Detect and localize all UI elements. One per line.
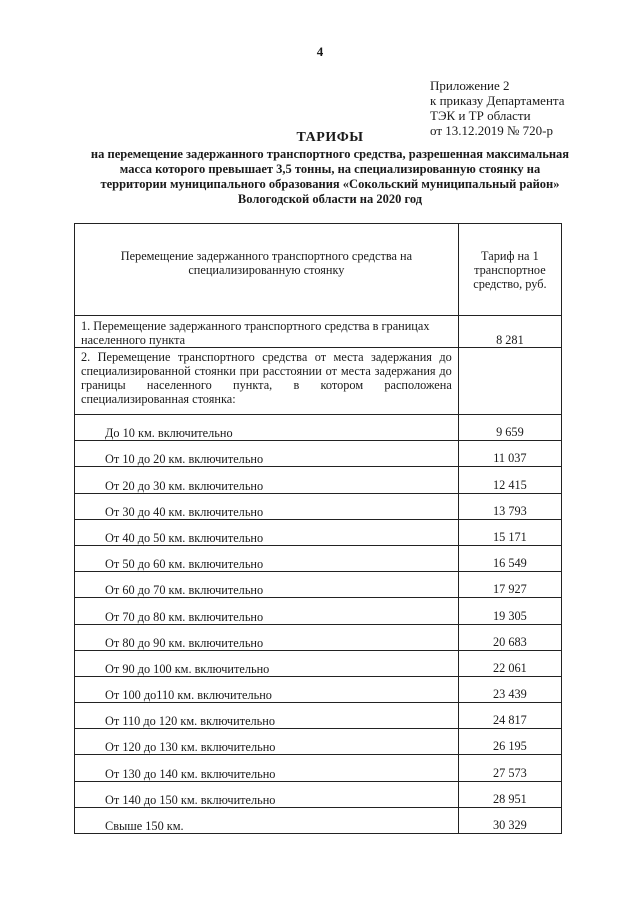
table-row — [75, 441, 562, 467]
table-row — [75, 493, 562, 519]
section1-price: 8 281 — [458, 316, 561, 348]
section2-text: 2. Перемещение транспортного средства от места задержания до специализированной стоянки при расстоянии от места задержания до границы населенного пункта, в котором расположена специализированная стоянка: — [75, 348, 459, 415]
range-price: 12 415 — [458, 467, 561, 493]
range-label: От 30 до 40 км. включительно — [75, 493, 459, 519]
table-row — [75, 650, 562, 676]
range-label: От 60 до 70 км. включительно — [75, 572, 459, 598]
range-price: 30 329 — [458, 807, 561, 833]
table-row — [75, 415, 562, 441]
range-label: От 140 до 150 км. включительно — [75, 781, 459, 807]
title-line: на перемещение задержанного транспортного средства, разрешенная максимальная — [90, 147, 570, 161]
range-price: 28 951 — [458, 781, 561, 807]
range-price: 17 927 — [458, 572, 561, 598]
range-label: От 90 до 100 км. включительно — [75, 650, 459, 676]
range-price: 9 659 — [458, 415, 561, 441]
title-line: территории муниципального образования «Сокольский муниципальный район» — [100, 177, 560, 191]
table-row — [75, 703, 562, 729]
range-label: От 130 до 140 км. включительно — [75, 755, 459, 781]
table-row — [75, 755, 562, 781]
range-price: 19 305 — [458, 598, 561, 624]
appendix-line: к приказу Департамента — [430, 93, 565, 108]
tariff-table — [74, 223, 562, 834]
range-price: 22 061 — [458, 650, 561, 676]
range-label: От 110 до 120 км. включительно — [75, 703, 459, 729]
table-row — [75, 467, 562, 493]
range-label: От 20 до 30 км. включительно — [75, 467, 459, 493]
title-line: Вологодской области на 2020 год — [237, 192, 423, 206]
range-label: От 120 до 130 км. включительно — [75, 729, 459, 755]
appendix-line: от 13.12.2019 № 720-р — [430, 123, 553, 138]
range-price: 26 195 — [458, 729, 561, 755]
page-number: 4 — [316, 44, 324, 59]
range-label: От 70 до 80 км. включительно — [75, 598, 459, 624]
range-price: 27 573 — [458, 755, 561, 781]
range-price: 16 549 — [458, 545, 561, 571]
range-price: 13 793 — [458, 493, 561, 519]
table-row — [75, 729, 562, 755]
range-label: От 50 до 60 км. включительно — [75, 545, 459, 571]
header-description: Перемещение задержанного транспортного средства на специализированную стоянку — [75, 224, 459, 316]
range-label: Свыше 150 км. — [75, 807, 459, 833]
range-price: 11 037 — [458, 441, 561, 467]
table-row — [75, 348, 562, 415]
range-label: От 40 до 50 км. включительно — [75, 519, 459, 545]
range-label: От 10 до 20 км. включительно — [75, 441, 459, 467]
range-price: 23 439 — [458, 676, 561, 702]
table-row — [75, 676, 562, 702]
title-line: масса которого превышает 3,5 тонны, на специализированную стоянку на — [119, 162, 541, 176]
section1-text: 1. Перемещение задержанного транспортного средства в границах населенного пункта — [75, 316, 459, 348]
range-label: От 80 до 90 км. включительно — [75, 624, 459, 650]
range-price: 20 683 — [458, 624, 561, 650]
range-price: 24 817 — [458, 703, 561, 729]
range-label: До 10 км. включительно — [75, 415, 459, 441]
document-title — [70, 130, 590, 207]
table-row — [75, 807, 562, 833]
table-row — [75, 316, 562, 348]
table-row — [75, 572, 562, 598]
range-label: От 100 до110 км. включительно — [75, 676, 459, 702]
section2-price-empty — [458, 348, 561, 415]
table-row — [75, 781, 562, 807]
appendix-line: ТЭК и ТР области — [430, 108, 531, 123]
title-main: ТАРИФЫ — [296, 130, 364, 145]
table-row — [75, 598, 562, 624]
table-row — [75, 545, 562, 571]
header-price: Тариф на 1 транспортное средство, руб. — [458, 224, 561, 316]
table-header-row — [75, 224, 562, 316]
table-row — [75, 519, 562, 545]
appendix-line: Приложение 2 — [430, 78, 510, 93]
table-row — [75, 624, 562, 650]
appendix-block — [430, 78, 630, 138]
range-price: 15 171 — [458, 519, 561, 545]
